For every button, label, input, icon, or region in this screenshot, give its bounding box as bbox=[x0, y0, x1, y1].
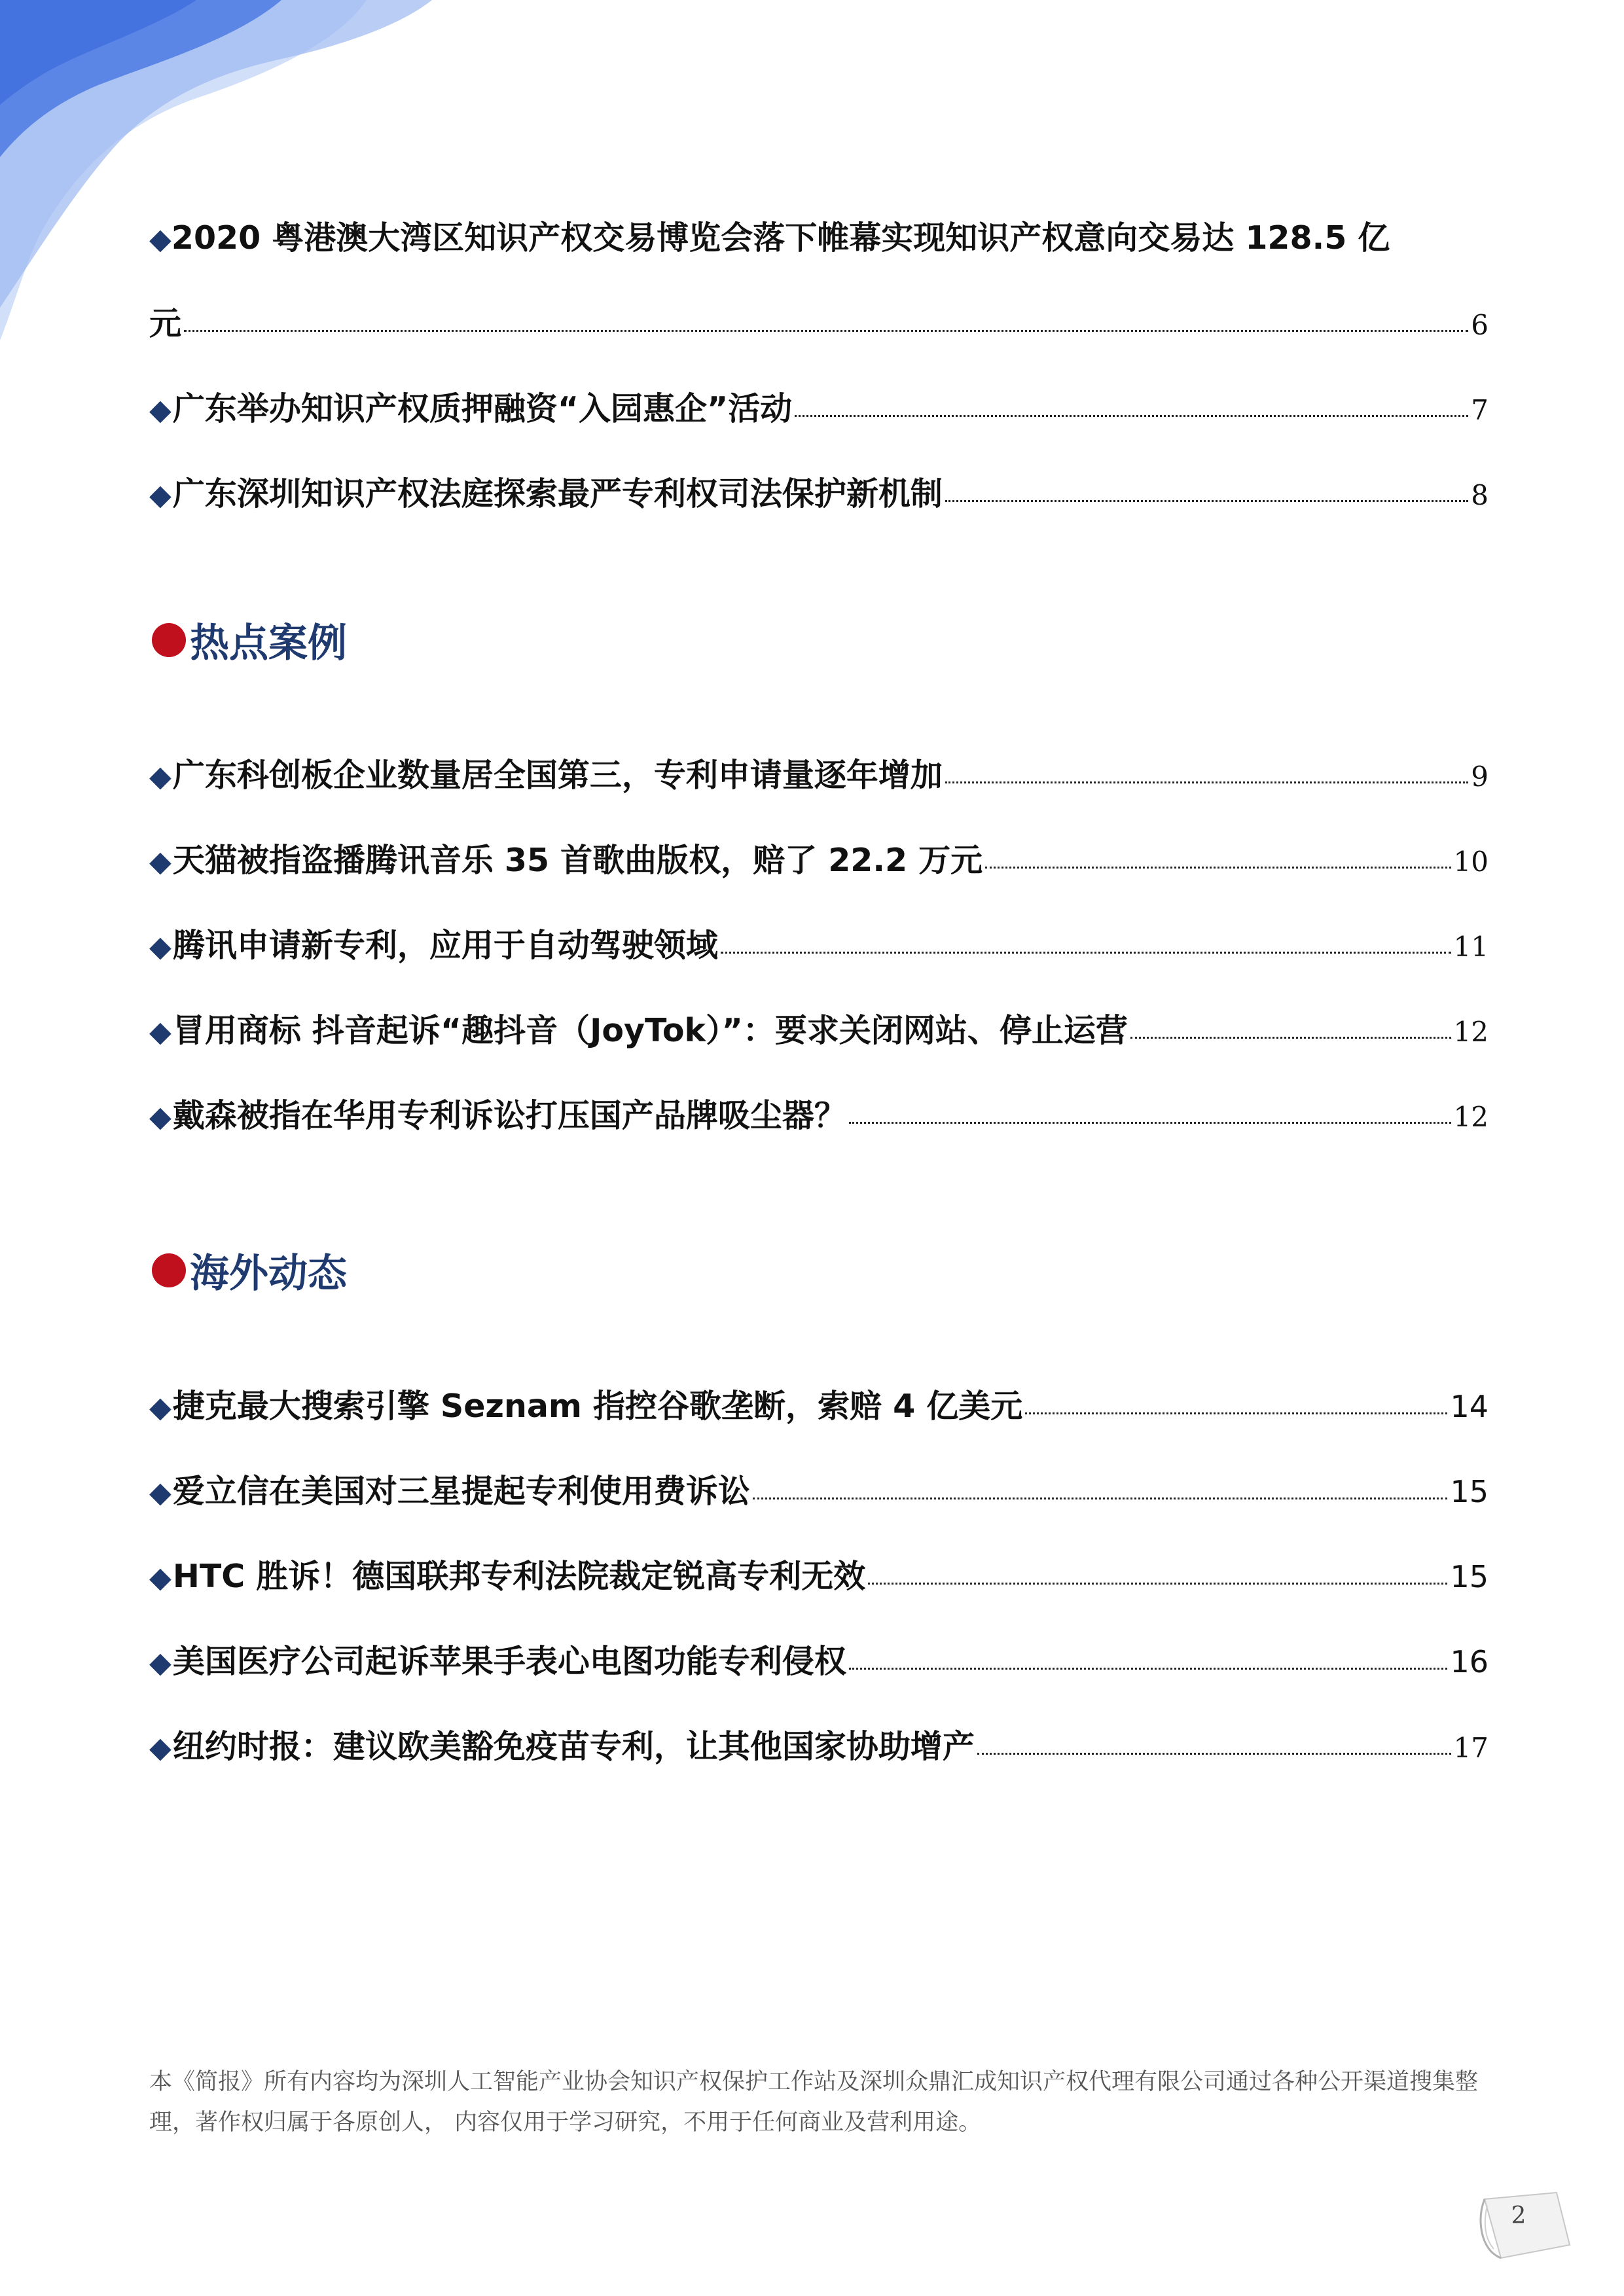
toc-page-number: 15 bbox=[1450, 1474, 1489, 1509]
dot-leader bbox=[849, 1122, 1451, 1124]
toc-page-number: 15 bbox=[1450, 1559, 1489, 1594]
toc-page-number: 11 bbox=[1453, 931, 1489, 963]
toc-entry-title: 广东举办知识产权质押融资“入园惠企”活动 bbox=[172, 390, 793, 427]
toc-entry[interactable] bbox=[149, 469, 1489, 521]
toc-entry-title: 天猫被指盗播腾讯音乐 35 首歌曲版权，赔了 22.2 万元 bbox=[172, 842, 983, 879]
toc-entry-title-continued: 元 bbox=[149, 305, 182, 342]
toc-entry[interactable] bbox=[149, 1551, 1489, 1604]
toc-entry[interactable] bbox=[149, 1090, 1489, 1143]
diamond-bullet-icon: ◆ bbox=[149, 1731, 171, 1765]
footer-disclaimer: 本《简报》所有内容均为深圳人工智能产业协会知识产权保护工作站及深圳众鼎汇成知识产权代理有限公司通过各种公开渠道搜集整理，著作权归属于各原创人， 内容仅用于学习研究，不用于任何商业及营利用途。 bbox=[149, 2069, 1479, 2136]
toc-page-number: 8 bbox=[1471, 479, 1489, 511]
diamond-bullet-icon: ◆ bbox=[149, 393, 171, 427]
toc-entry[interactable] bbox=[149, 835, 1489, 888]
diamond-bullet-icon: ◆ bbox=[149, 1476, 171, 1509]
toc-page-number: 17 bbox=[1453, 1732, 1489, 1764]
toc-page-number: 12 bbox=[1453, 1016, 1489, 1048]
section-heading-text: 热点案例 bbox=[190, 620, 347, 666]
toc-entry[interactable] bbox=[149, 1721, 1489, 1774]
toc-entry[interactable] bbox=[149, 1466, 1489, 1518]
dot-leader bbox=[184, 330, 1468, 332]
diamond-bullet-icon: ◆ bbox=[149, 760, 171, 793]
toc-entry[interactable] bbox=[149, 384, 1489, 436]
toc-entry[interactable] bbox=[149, 1636, 1489, 1689]
toc-entry[interactable] bbox=[149, 1005, 1489, 1058]
page-number: 2 bbox=[1511, 2202, 1526, 2229]
dot-leader bbox=[849, 1668, 1448, 1670]
diamond-bullet-icon: ◆ bbox=[149, 1015, 171, 1049]
toc-entry-title: 美国医疗公司起诉苹果手表心电图功能专利侵权 bbox=[172, 1643, 846, 1680]
diamond-bullet-icon: ◆ bbox=[149, 223, 171, 256]
toc-page-number: 7 bbox=[1471, 394, 1489, 426]
diamond-bullet-icon: ◆ bbox=[149, 1391, 171, 1424]
dot-leader bbox=[1025, 1412, 1447, 1414]
toc-entry-title: 戴森被指在华用专利诉讼打压国产品牌吸尘器？ bbox=[172, 1097, 846, 1134]
toc-page-number: 16 bbox=[1450, 1644, 1489, 1679]
dot-leader bbox=[985, 867, 1451, 869]
dot-leader bbox=[977, 1753, 1451, 1755]
toc-page-number: 12 bbox=[1453, 1101, 1489, 1133]
diamond-bullet-icon: ◆ bbox=[149, 1561, 171, 1594]
toc-page-number: 9 bbox=[1471, 761, 1489, 793]
diamond-bullet-icon: ◆ bbox=[149, 845, 171, 878]
toc-page-number: 14 bbox=[1450, 1389, 1489, 1424]
toc-entry[interactable] bbox=[149, 1381, 1489, 1433]
toc-entry-title: HTC 胜诉！德国联邦专利法院裁定锐高专利无效 bbox=[172, 1558, 866, 1595]
toc-entry-ip-expo-continued[interactable] bbox=[149, 298, 1489, 351]
dot-leader bbox=[945, 781, 1468, 783]
toc-entry[interactable] bbox=[149, 920, 1489, 973]
dot-leader bbox=[945, 500, 1468, 502]
toc-entry-title: 广东深圳知识产权法庭探索最严专利权司法保护新机制 bbox=[172, 475, 943, 512]
diamond-bullet-icon: ◆ bbox=[149, 1646, 171, 1679]
section-heading-text: 海外动态 bbox=[190, 1251, 347, 1297]
toc-entry-title: 2020 粤港澳大湾区知识产权交易博览会落下帷幕实现知识产权意向交易达 128.5 亿 bbox=[171, 219, 1390, 257]
dot-leader bbox=[753, 1498, 1448, 1499]
toc-page-number: 10 bbox=[1453, 846, 1489, 878]
toc-entry[interactable] bbox=[149, 750, 1489, 802]
section-heading-hot-cases bbox=[152, 612, 347, 668]
toc-page-number: 6 bbox=[1471, 309, 1489, 341]
red-dot-icon bbox=[152, 623, 186, 657]
toc-entry-title: 纽约时报：建议欧美豁免疫苗专利，让其他国家协助增产 bbox=[172, 1728, 975, 1765]
toc-entry-title: 冒用商标 抖音起诉“趣抖音（JoyTok）”：要求关闭网站、停止运营 bbox=[172, 1012, 1128, 1049]
toc-entry-title: 腾讯申请新专利，应用于自动驾驶领域 bbox=[172, 927, 718, 964]
dot-leader bbox=[1130, 1037, 1451, 1039]
diamond-bullet-icon: ◆ bbox=[149, 930, 171, 963]
toc-entry-ip-expo[interactable] bbox=[149, 213, 1489, 265]
section-heading-overseas-news bbox=[152, 1242, 347, 1299]
toc-entry-title: 捷克最大搜索引擎 Seznam 指控谷歌垄断，索赔 4 亿美元 bbox=[172, 1388, 1023, 1425]
red-dot-icon bbox=[152, 1253, 186, 1287]
toc-entry-title: 广东科创板企业数量居全国第三，专利申请量逐年增加 bbox=[172, 757, 943, 794]
toc-entry-title: 爱立信在美国对三星提起专利使用费诉讼 bbox=[172, 1473, 750, 1510]
dot-leader bbox=[868, 1583, 1447, 1585]
dot-leader bbox=[721, 952, 1451, 954]
diamond-bullet-icon: ◆ bbox=[149, 1100, 171, 1134]
dot-leader bbox=[795, 415, 1468, 417]
diamond-bullet-icon: ◆ bbox=[149, 478, 171, 512]
